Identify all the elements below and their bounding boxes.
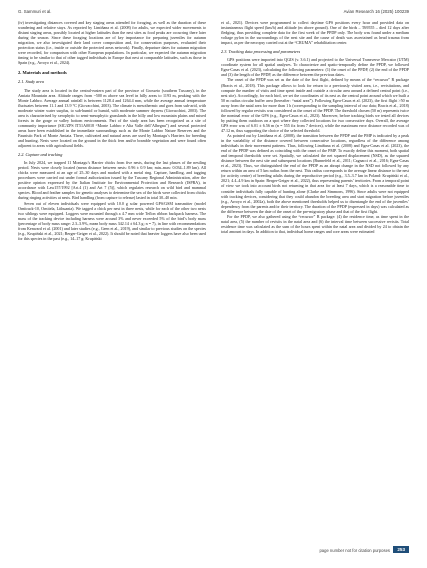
page-footer [0, 547, 427, 556]
tracking-paragraph-2: The onset of the PPDP was set as the date of the first flight, defined by means of the “recursor” R package (Bracis et al., 2018). This package allows to look for return to a previously visited area, i.e., revisitations, and compute the number of visits and time spent inside and outside a circular area around a defined central point (i.e., nest site). Accordingly, for each bird, we set the coordinates of its nest as the central point around which we built a 50 m radius circular buffer area (hereafter: “natal area”). Following Egea-Casas et al. (2023), the first flight >50 m away from the natal area for more than 1 h (corresponding to the sampling interval of our data; Bracis et al., 2018) followed by regular revisits was considered as the onset of the PPDP. The threshold chosen (50 m) represents twice the nominal error of the GPS (e.g., Egea-Casas et al., 2023). Moreover, before tracking birds we tested all devices by putting them outdoors on a spot where they collected locations for two consecutive days. Overall, the average GPS error was of 6.01 ± 6.56 m (n = 555 fix from 7 devices), while the maximum error distance recorded was of 47.12 m, thus supporting the choice of the selected threshold. [221, 77, 409, 133]
capture-paragraph-1: In July 2024, we trapped 11 Montagu’s Harrier chicks from five nests, during the last phases of the nestling period. Nests were closely located (mean distance between nests: 0.96 ± 0.9 km; min–max: 0.034–1.89 km). All chicks were measured at an age of 25–30 days and marked with a metal ring. Capture, handling, and tagging procedures were carried out under formal authorization issued by the Tuscany Regional Administration, after the positive opinion expressed by the Italian Institute for Environmental Protection and Research (ISPRA), in accordance with Law157/1992 [Art.4 (1) and Art 7 (5)], which regulates research on wild bird and mammal species. Blood and feather samples for genetic analyses to determine the sex of the birds were collected from chicks during ringing activities at nests. Bird handling (from capture to release) lasted in total 30–40 min. [18, 160, 206, 201]
study-area-paragraph: The study area is located in the central-eastern part of the province of Grosseto (southern Tuscany), in the Amiata Mountain area. Altitude ranges from ~500 m above sea level in hilly areas to 1193 m, peaking with the Monte Labbro. Average annual rainfall is between 1128.4 and 1264.4 mm, while the average annual temperature fluctuates between 11.1 and 13.9 °C (Giovacchini, 2003). The climate is mesothermic and goes from sub-arid, with moderate winter water surplus, to sub-humid or humid, with moderate summer dryness (Giovacchini, 2003). The area is characterised by xerophytic to semi-mesophytic grasslands in the hilly and low mountain plains and mixed forests in the gorge or valley bottom environments. Part of the study area has been recognized as a site of community importance (SIC/ZPS IT51A0018 “Monte Labbro e Alta Valle dell’Albegna”) and several protected areas have been established in the immediate surroundings such as the Monte Labbro Nature Reserves and the Faunistic Park of Monte Amiata. There, cultivated and natural areas are used by Montagu’s Harriers for breeding and hunting. Nests were located on the ground in the thick fern and/or bramble vegetation and were found often adjacent to areas with agricultural fields. [18, 87, 206, 149]
citation-note: page number not for citation purposes [319, 548, 390, 553]
running-authors: G. Sammuri et al. [18, 9, 52, 14]
left-column [18, 20, 206, 241]
subsection-heading-tracking: 2.3. Tracking data processing and parameters [221, 49, 301, 55]
tracking-paragraph-1: GPS positions were imported into QGIS (v. 3.6.1) and projected to the Universal Transverse Mercator (UTM) coordinate system for all spatial analyses. To characterize and spatio-temporally define the PPDP, we followed Egea-Casas et al. (2023), calculating the following parameters: (1) the onset of the PPDP, (2) the end of the PPDP and (3) the length of the PPDP, as the difference between the previous dates. [221, 57, 409, 78]
tracking-paragraph-3: As pointed out by Limiñana et al. (2008), the transition between the PPDP and the PMP is indicated by a peak in the variability of the distance covered between consecutive locations, regardless of the difference among individuals in their movement patterns. Thus, following Limiñana et al. (2008) and Egea-Casas et al. (2023), the end of the PPDP was defined as coinciding with the onset of the PMP. To exactly define this moment, both spatial and temporal thresholds were set. Spatially, we calculated the net squared displacement (NSD), as the squared distance between the nest site and subsequent locations (Bunnefeld et al., 2011; Cagnacci et al., 2016; Egea-Casas et al., 2023). Thus, we distinguished the end of the PPDP as an abrupt change in the NSD not followed by any return within an area of 5 km radius from the nest. This radius corresponds to the average linear distance to the nest (or activity centre) of breeding adults during the reproductive period (e.g., 3.5–3.7 km in Poland: Krupiński et al., 2021; 4.4–4.9 km in Spain: Berger-Geiger et al., 2022), thus representing parents’ territories. From a temporal point of view we took into account birds not returning in that area for at least 7 days, which is a reasonable time to consider individuals fully capable of hunting alone (Clarke and Simmons, 1996). Since adults were not equipped with tracking devices, considering that they could abandon the breeding area and start migration before juveniles (e.g., Arroyo et al., 2002a), both the above mentioned thresholds helped us to disentangle the end of the juveniles’ dependency from the parents and/or their territory. The duration of the PPDP (expressed in days) was calculated as the difference between the date of the onset of the pre-migratory phase and that of the first flight. [221, 132, 409, 214]
subsection-heading-capture: 2.2. Capture and tracking [18, 152, 63, 158]
page-number: 253 [393, 546, 409, 553]
capture-paragraph-2: Seven out of eleven individuals were equipped with 10.0 g solar powered GPS/GSM transmitter (model Ornitrack-10, Ornitela, Lithuania). We tagged a chick per nest in three nests, while for each of the other two nests two siblings were equipped. Loggers were mounted through a 4.7 mm wide Teflon ribbon backpack harness. The mass of the tracking device including harness were around 3% and never exceeded 5% of the bird’s body mass (percentage of body mass range: 2.3–3.9%, mean body mass 342.14 ± 64.3 g; n = 7), in line with recommendations from Kenward et al. (2001) and later studies (e.g., Geen et al., 2019), and similar to previous studies on the species (e.g., Krupiński et al., 2021; Berger-Geiger et al., 2022). It should be noted that heavier loggers have also been used for this species in the past (e.g., 14–17 g: Krupiński [18, 200, 206, 241]
intro-paragraph: (iv) investigating distances covered and key staging areas attended for foraging, as well as the duration of these wandering and relative stays. As reported by Limiñana et al. (2008) for adults, we expected wider movements to distant staging areas, possibly located at higher latitudes than the nest sites as food peaks are occurring there later during the season. Since these foraging locations are of key importance for preparing juveniles for autumn migration, we also investigated their land cover composition and, for conservation purposes, evaluated their protection status (i.e., inside or outside the protected areas network). Finally, departure dates for autumn migration were recorded, for comparison with other European populations. In particular, we expected the autumn migration timing to be similar to that of other tagged individuals in Europe that nest at comparable latitudes, such as those in Spain (e.g., Arroyo et al., 2024). [18, 20, 206, 66]
journal-citation: Avian Research 16 (2025) 100239 [343, 9, 409, 14]
tracking-paragraph-4: For the PPDP, we also gathered using the “recursor” R package: (4) the residence time, as time spent in the natal area, (5) the number of revisits in the natal area and (6) the interval time between successive revisits. Total residence time was calculated as the sum of the hours spent within the natal area and divided by 24 to obtain the total amount in days. In addition to that, individual home ranges and core areas were estimated [221, 213, 409, 234]
subsection-heading-study-area: 2.1. Study area [18, 79, 44, 85]
right-column [221, 20, 409, 234]
continued-paragraph: et al., 2021). Devices were programmed to collect daytime GPS positions every hour and provided data on instantaneous flight speed (km/h) and altitude (m above ground). One of the birds – T69555 – died 12 days after fledging, thus providing complete data for the first week of the PPDP only. The body was found under a medium voltage pylon in the surroundings of the nest site and the cause of death was ascertained as head trauma from impact, as per the necropsy carried out at the “CRUMA” rehabilitation center. [221, 20, 409, 46]
section-heading-methods: 2. Materials and methods [18, 70, 67, 76]
page-header [18, 9, 409, 18]
